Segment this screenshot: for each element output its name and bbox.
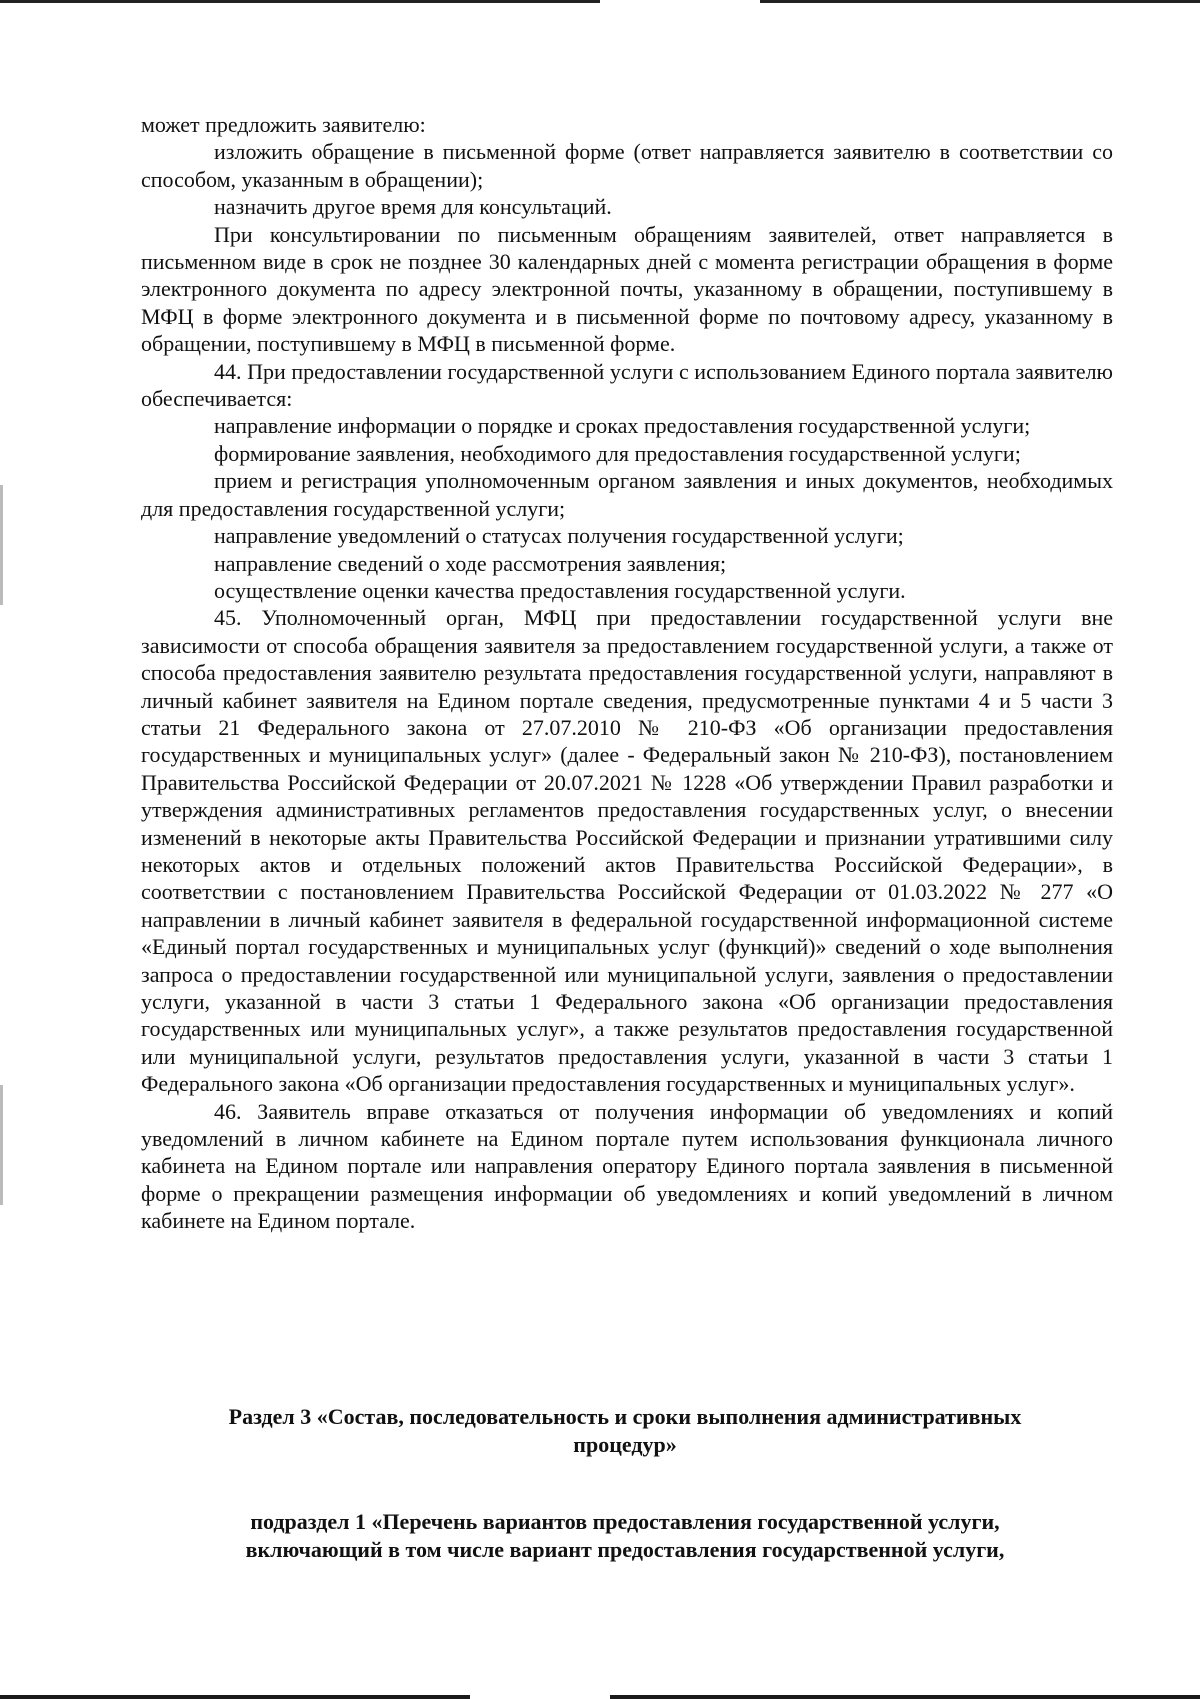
paragraph: направление сведений о ходе рассмотрения заявления; (214, 550, 727, 576)
scan-left-mark (0, 485, 3, 605)
paragraph-item-44: 44. При предоставлении государственной услуги с использованием Единого портала заявителю обеспечивается: (141, 358, 1113, 412)
section-heading-line: Раздел 3 «Состав, последовательность и сроки выполнения административных (228, 1404, 1022, 1429)
paragraph: прием и регистрация уполномоченным органом заявления и иных документов, необходимых для предоставления государственной услуги; (141, 468, 1113, 521)
scan-bottom-edge-gap (470, 1695, 610, 1699)
paragraph: может предложить заявителю: (141, 112, 426, 137)
paragraph: осуществление оценки качества предоставления государственной услуги. (214, 577, 906, 603)
subsection-heading (150, 1508, 1100, 1563)
subsection-heading-line: включающий в том числе вариант предоставления государственной услуги, (245, 1536, 1005, 1562)
paragraph: направление уведомлений о статусах получения государственной услуги; (214, 523, 904, 549)
subsection-heading-line: подраздел 1 «Перечень вариантов предоставления государственной услуги, (250, 1509, 1000, 1534)
paragraph: назначить другое время для консультаций. (214, 194, 612, 220)
scan-left-mark (0, 1085, 3, 1205)
paragraph: При консультировании по письменным обращениям заявителей, ответ направляется в письменном виде в срок не позднее 30 календарных дней с момента регистрации обращения в форме электронного документа по адресу электронной почты, указанному в обращении, поступившему в МФЦ в форме электронного документа и в письменной форме по почтовому адресу, указанному в обращении, поступившему в МФЦ в письменной форме. (141, 221, 1113, 357)
section-heading-line: процедур» (573, 1431, 677, 1457)
paragraph: формирование заявления, необходимого для предоставления государственной услуги; (214, 440, 1021, 466)
document-body (141, 111, 1113, 1235)
paragraph-item-45: 45. Уполномоченный орган, МФЦ при предоставлении государственной услуги вне зависимости от способа обращения заявителя за предоставлением государственной услуги, а также от способа предоставления заявителю результата предоставления государственной услуги, направляют в личный кабинет заявителя на Едином портале сведения, предусмотренные пунктами 4 и 5 части 3 статьи 21 Федерального закона от 27.07.2010 № 210-ФЗ «Об организации предоставления государственных и муниципальных услуг» (далее - Федеральный закон № 210-ФЗ), постановлением Правительства Российской Федерации от 20.07.2021 № 1228 «Об утверждении Правил разработки и утверждения административных регламентов предоставления государственных услуг, о внесении изменений в некоторые акты Правительства Российской Федерации и признании утратившими силу некоторых актов и отдельных положений актов Правительства Российской Федерации», в соответствии с постановлением Правительства Российской Федерации от 01.03.2022 № 277 «О направлении в личный кабинет заявителя в федеральной государственной информационной системе «Единый портал государственных и муниципальных услуг (функций)» сведений о ходе выполнения запроса о предоставлении государственной или муниципальной услуги, заявления о предоставлении услуги, указанной в части 3 статьи 1 Федерального закона «Об организации предоставления государственных или муниципальных услуг», а также результатов предоставления государственной или муниципальной услуги, результатов предоставления услуги, указанной в части 3 статьи 1 Федерального закона «Об организации предоставления государственных и муниципальных услуг». (141, 605, 1113, 1097)
paragraph-item-46: 46. Заявитель вправе отказаться от получения информации об уведомлениях и копий уведомлений в личном кабинете на Едином портале путем использования функционала личного кабинета на Едином портале или направления оператору Единого портала заявления в письменной форме о прекращении размещения информации об уведомлениях и копий уведомлений в личном кабинете на Едином портале. (141, 1098, 1113, 1234)
paragraph: направление информации о порядке и сроках предоставления государственной услуги; (214, 413, 1031, 439)
section-heading (150, 1403, 1100, 1458)
scan-top-edge-gap (600, 0, 760, 3)
paragraph: изложить обращение в письменной форме (ответ направляется заявителю в соответствии со способом, указанным в обращении); (141, 139, 1113, 192)
